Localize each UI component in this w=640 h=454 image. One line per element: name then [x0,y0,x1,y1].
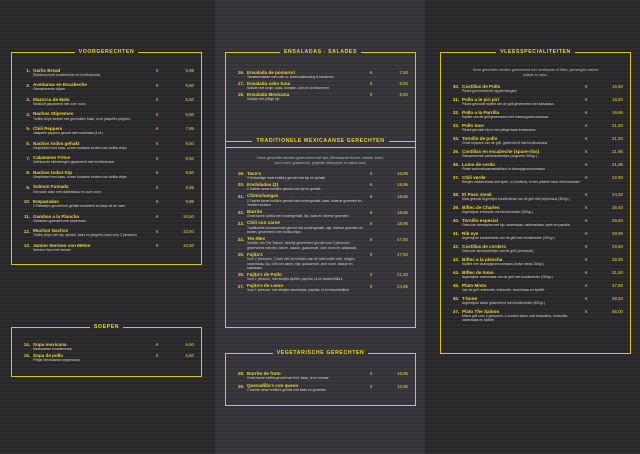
menu-item [445,149,626,162]
item-price: 9,95 [185,184,194,190]
menu-item [445,270,626,283]
menu-item [230,210,411,221]
currency-symbol: € [585,283,588,289]
item-name: Calamares Fritos [33,155,71,161]
item-description: Pikant gemarineerde kippenvleugels [462,88,517,93]
item-description: 2 Zachte tarwe tortilla's gevuld met kip en gehakt [247,187,321,192]
item-number: 32. [452,110,459,115]
menu-item [16,229,197,244]
item-number: 18. [237,92,244,98]
menu-item [16,185,197,200]
menu-item [230,237,411,253]
item-price: 19,95 [612,110,623,115]
item-description: Tortilla chips met kip, spinazi, kaas en jalapeño saus voor 2 personen [33,233,138,238]
item-number: 36. [452,162,459,167]
traditionele-intro: Deze gerechten worden geserveerd met rijst, Mexicaanse bonen, salade, bruin, zure room, guacamole, gegrilde steinpeper en salsa saus. [257,156,384,165]
item-number: 13. [23,243,30,249]
menu-item [16,353,197,364]
item-name: Salmon Fumado [33,184,69,190]
currency-symbol: € [370,171,373,176]
currency-symbol: € [156,342,159,347]
item-description: Maïskolf gepaneerd met zure room [33,101,86,106]
item-price: 21,95 [612,162,623,167]
menu-item [445,136,626,149]
menu-item [230,81,411,92]
item-number: 43. [452,257,459,263]
currency-symbol: € [585,149,588,154]
item-name: Pollo taco [462,122,484,128]
currency-symbol: € [370,383,373,389]
item-price: 9,50 [185,141,194,146]
item-number: 25. [237,252,244,258]
item-number: 40. [452,218,459,224]
currency-symbol: € [585,175,588,180]
vlees-section [440,49,631,354]
item-description: Tomatensalade met rode ui, knoflookdressing & basilicum [247,74,334,79]
menu-item [445,283,626,296]
voorgerechten-title: VOORGERECHTEN [75,49,139,55]
item-description: Kipfilet van de grill geserveerd met champignonroomsaus [462,114,549,119]
item-name: Rib eye [462,230,479,236]
item-number: 15. [23,353,30,358]
item-description: Gerookte zalm met dobbelsaus en zure room [33,189,101,194]
item-description: Serrano ham met meloen [33,247,72,252]
item-price: 55,00 [612,309,623,315]
item-price: 47,50 [397,252,408,258]
item-number: 7. [26,155,30,161]
item-name: Chili con carne [247,220,280,226]
currency-symbol: € [370,371,373,376]
menu-item [445,218,626,231]
item-number: 24. [237,236,244,242]
voorgerechten-section [11,49,202,265]
vegetarische-title: VEGETARISCHE GERECHTEN [273,350,369,356]
item-description: Voor 1 persoon, met stukjes kipfilet, paprika, ui en tarwetortilla's [247,277,343,282]
item-description: Argentijnse ossenhaas van de grill met kruidenboter (250gr.) [462,274,553,279]
item-description: Traditionele bonenschotel gevuld met rundergehakt, rijst, diverse groenten en bonen, geserveerd met tortilla chips [247,225,364,235]
item-price: 8,50 [399,81,408,87]
currency-symbol: € [156,353,159,358]
menu-item [16,214,197,229]
item-price: 29,95 [612,257,623,263]
currency-symbol: € [585,192,588,198]
item-name: Aceitunas en Escabeche [33,82,87,88]
ensaladas-title: ENSALADAS - SALADES [280,49,361,55]
item-description: Gebakken garnalen met pepersaus [33,218,86,223]
item-name: Chimichangas [247,193,279,199]
item-number: 42. [452,244,459,250]
currency-symbol: € [370,236,373,242]
currency-symbol: € [370,193,373,199]
menu-item [16,199,197,214]
menu-item [445,257,626,270]
item-description: Gemarineerde varkensribbetjes (ongeveer 500gr.) [462,153,538,158]
item-description: Voor 2 personen, 2 kom zelf uw tortilla's aan de tafel vullen met: reepjes ossenhaas, kip, chili con carne, rijst, guacamole, zure room, salade en salsasaus [247,257,355,270]
item-number: 41. [452,231,459,237]
item-price: 6,50 [185,353,194,358]
item-name: Nachos todos gehakt [33,140,80,146]
currency-symbol: € [370,220,373,226]
item-description: Gefrituurde inktvisringen gepaneerd met knoflooksaus [33,160,115,165]
item-number: 1. [26,68,30,73]
item-description: Salade met tonijn, kaas, tomaten, uien en komkommer [247,85,329,90]
item-price: 26,50 [612,218,623,224]
item-name: Mazorca de Maïs [33,96,70,102]
menu-item [445,123,626,136]
item-price: 22,50 [612,175,623,180]
menu-item [230,92,411,103]
item-description: Argentijnse steak geserveerd met kruidenboter (500gr.) [462,300,545,305]
currency-symbol: € [156,126,159,132]
item-number: 12. [23,228,30,234]
item-name: Taco's [247,170,262,176]
item-name: Fajita's [247,251,263,257]
item-price: 31,50 [612,270,623,276]
menu-item [230,194,411,210]
menu-item [445,244,626,257]
item-description: Variatie van The Saloon, heerlijk geserveerd gevuld voor 2 personen, geserveerd met rijst, bonen, salade, guacamole, zure room en salsasaus [247,241,357,250]
menu-item [230,182,411,193]
item-number: 27. [237,283,244,289]
item-description: 2 Zachte tarwe tortilla's gevuld met rundergehakt, kaas, dinerue groenten en TexMex kruiden [247,198,362,208]
item-name: Fajita's de Lomo [247,283,284,289]
item-description: Kipfilet met champignonroomsaus (halve steak 250gr.) [462,261,544,266]
item-name: Chili Peppers [33,125,63,131]
soepen-title: SOEPEN [90,324,123,330]
menu-item [230,171,411,182]
item-description: Gekruide vleesspies met kip, ossenhaas, varkenshaas, spek en paprika [462,222,570,227]
currency-symbol: € [585,296,588,302]
item-price: 5,95 [185,68,194,73]
item-price: 26,50 [612,205,623,211]
currency-symbol: € [370,283,373,289]
item-name: Biftec de Charles [462,204,500,210]
item-description: Mexicaanse tomatensoep [33,346,72,351]
item-number: 22. [237,209,244,215]
menu-item [445,110,626,123]
item-price: 18,95 [397,193,408,199]
currency-symbol: € [370,182,373,188]
vlees-title: VLEESSPECIALITEITEN [496,49,575,55]
item-number: 30. [452,84,459,89]
item-description: Grote kipspies van de grill, geserveerd met knoflooksaus [462,140,548,145]
item-description: Voor 1 persoon, met stukjes ossenhaas, paprika, ui en tarwetortilla's [247,288,350,293]
menu-item [16,112,197,127]
item-number: 46. [452,296,459,302]
currency-symbol: € [156,141,159,146]
currency-symbol: € [156,82,159,88]
menu-item [230,384,411,397]
currency-symbol: € [585,218,588,224]
item-number: 47. [452,309,459,315]
item-price: 9,50 [185,170,194,176]
item-number: 33. [452,123,459,128]
item-price: 9,50 [185,155,194,161]
item-name: Fajita's de Pollo [247,271,282,277]
item-name: Muchos Nachos [33,228,69,234]
item-number: 23. [237,220,244,226]
item-number: 39. [452,205,459,211]
menu-item [16,342,197,353]
item-number: 21. [237,193,244,199]
item-name: Sopa mexicana [33,341,67,347]
currency-symbol: € [585,110,588,115]
item-name: T-bone [462,295,478,301]
currency-symbol: € [156,111,159,117]
currency-symbol: € [585,136,588,141]
currency-symbol: € [585,123,588,128]
menu-item [16,170,197,185]
item-name: Ensalada cabo tuna [247,80,291,86]
item-description: Gesplinterd met kaas, ui een krokante bodem van tortilla chips [33,145,127,150]
item-price: 7,50 [399,70,408,75]
currency-symbol: € [156,184,159,190]
item-name: Biftec a la plancha [462,256,503,262]
menu-item [445,296,626,309]
menu-item [16,156,197,171]
item-description: Gesplinterd met kaas, ui een krokante bodem van tortilla chips [33,174,127,179]
item-number: 11. [24,214,30,219]
item-price: 5,50 [185,82,194,88]
item-description: Mixed grill voor 2 personen, 4 soorten vlees, met lamsvlees, entrecôte, ossenhaas en kipfilet [462,313,569,323]
item-price: 16,50 [612,84,623,89]
item-number: 34. [452,136,459,141]
item-number: 10. [23,199,30,205]
item-description: 3 Krokantige mais tortilla's gevuld met kip en gehakt [247,175,326,180]
item-name: Tornillo de pollo [462,135,498,141]
item-number: 28. [237,371,244,376]
item-name: Ensalada Mexicana [247,91,290,97]
item-description: Argentijnse entrecôte met kruidenboter (300gr.) [462,209,534,214]
item-description: Van de grill: entrecôte, entrecôte, ossenhaas en kipfilet [462,287,545,292]
item-number: 17. [237,81,244,87]
item-name: Ensalada de pomarorí [247,69,295,75]
item-description: Stukjes varkenshaas met spek, ui, knoflook, in een pikante saus met koriander [462,179,580,184]
item-number: 38. [452,192,459,198]
currency-symbol: € [370,92,373,98]
item-number: 9. [26,184,30,190]
item-name: Pollo a la Parrilla [462,109,500,115]
item-description: Pikant gevulde kip in een pittige kaas-kreamsaus [462,127,536,132]
item-name: Enchiladas (2) [247,181,279,187]
item-name: Costillas en escabeche (spare-ribs) [462,148,540,154]
item-number: 37. [452,175,459,180]
item-price: 18,95 [397,182,408,188]
item-price: 18,95 [397,209,408,215]
item-description: Salade met pittige kip [247,97,280,102]
currency-symbol: € [156,170,159,176]
menu-item [445,175,626,192]
item-number: 6. [26,141,30,146]
item-name: Biftec de lomo [462,269,494,275]
item-number: 45. [452,283,459,289]
item-name: Sopa de pollo [33,352,64,358]
item-price: 24,95 [397,283,408,289]
item-number: 31. [452,97,459,102]
item-name: Costillas de Pollo [462,83,501,89]
currency-symbol: € [585,244,588,250]
currency-symbol: € [156,228,159,234]
item-number: 3. [26,97,30,103]
item-price: 9,95 [185,199,194,205]
item-name: Garlic Bread [33,67,61,73]
item-description: Gemarineerde olijven [33,87,66,92]
currency-symbol: € [585,97,588,102]
item-price: 21,50 [612,136,623,141]
item-name: Nachos todos Kip [33,169,73,175]
item-name: Gambas a la Plancha [33,213,79,219]
item-description: Platte varkenshaasmedaillons in champignonroomsaus [462,166,545,171]
item-number: 26. [237,272,244,278]
menu-item [445,309,626,326]
currency-symbol: € [585,257,588,263]
item-price: 18,50 [612,97,623,102]
item-name: Pollo a le piri piri [462,96,500,102]
menu-item [445,205,626,218]
item-price: 24,50 [612,192,623,198]
item-description: Pikant gekruide kipfilet van de grill geserveerd met salsasaus [462,101,554,106]
item-number: 4. [26,111,30,117]
item-name: Tornillo especial [462,217,498,223]
currency-symbol: € [156,214,159,219]
menu-item [445,97,626,110]
menu-item [230,221,411,237]
item-name: Plato Mixto [462,282,487,288]
item-name: Lomo de cerdo [462,161,495,167]
currency-symbol: € [585,270,588,276]
currency-symbol: € [156,97,159,103]
traditionele-title: TRADITIONELE MEXICAANSE GERECHTEN [252,138,388,144]
item-number: 16. [237,70,244,75]
item-price: 18,95 [397,171,408,176]
menu-item [445,231,626,244]
item-price: 47,50 [397,236,408,242]
item-price: 16,95 [397,383,408,389]
item-number: 20. [237,182,244,188]
vegetarische-section [225,350,416,406]
item-name: Tex-Mex [247,236,266,242]
item-price: 21,50 [397,272,408,278]
menu-item [16,68,197,83]
item-price: 10,50 [183,228,194,234]
item-price: 8,50 [399,92,408,98]
item-price: 21,95 [612,149,623,154]
currency-symbol: € [585,162,588,167]
item-price: 10,50 [183,214,194,219]
menu-item [16,141,197,156]
item-number: 35. [452,149,459,154]
menu-item [230,70,411,81]
item-name: Burrito [247,209,263,214]
vlees-intro: Deze gerechten worden geserveerd met centrepots of frites, gemengde warme salade en saus. [472,68,599,77]
item-price: 16,95 [397,371,408,376]
item-number: 8. [26,170,30,176]
currency-symbol: € [156,199,159,205]
menu-item [445,162,626,175]
currency-symbol: € [156,243,159,249]
item-number: 19. [237,171,244,176]
traditionele-section [225,138,416,328]
currency-symbol: € [370,81,373,87]
item-description: Gekruide lamskoteletjes van de grill (ommasch) [462,248,534,253]
currency-symbol: € [370,70,373,75]
item-name: Nachos Stipremos [33,111,74,117]
item-number: 44. [452,270,459,276]
item-price: 7,95 [185,126,194,132]
menu-item [445,192,626,205]
item-price: 37,50 [612,283,623,289]
menu-item [230,371,411,384]
item-description: Jalapeño peppers gevuld met roomkaas (4 st.) [33,131,103,136]
menu-item [230,284,411,295]
item-name: Chili verde [462,174,486,180]
item-description: Mals gekruid Argentijns kundersteak van de grill met pepersaus (300gr.) [462,196,570,201]
item-description: Grote tarwe tortilla met rundergehakt, kip, kaas en diverse groenten [247,214,349,219]
item-number: 2. [26,82,30,88]
currency-symbol: € [370,209,373,215]
menu-item [445,84,626,97]
item-price: 38,50 [612,296,623,302]
item-name: Burrito de fruto [247,370,281,376]
soepen-section [11,324,202,377]
item-name: Quesadilla's con queso [247,383,299,388]
item-description: 2 zachte tarwe tortilla's gevuld met kaas en groenten [247,388,327,393]
item-number: 14. [23,342,30,347]
item-description: Pittige Mexicaanse kippensoep [33,357,80,362]
item-price: 5,50 [185,97,194,103]
currency-symbol: € [585,309,588,315]
currency-symbol: € [156,68,159,73]
item-name: Empanadas [33,198,59,204]
currency-symbol: € [370,252,373,258]
currency-symbol: € [156,155,159,161]
item-price: 6,50 [185,111,194,117]
item-description: Stokbrood met kruidenboter en knoflooksaus [33,72,101,77]
menu-item [16,97,197,112]
menu-item [230,272,411,283]
item-price: 6,50 [185,342,194,347]
item-price: 28,95 [612,231,623,237]
item-description: Tortilla chips bedekt met gesmolten kaas, ui en jalapeño peppers [33,116,131,121]
item-description: 2 Pasteitjes gevuld met gehakt rundvlees en kaas uit de oven [33,204,126,209]
item-number: 5. [26,126,30,132]
item-price: 18,95 [397,220,408,226]
currency-symbol: € [585,84,588,89]
currency-symbol: € [370,272,373,278]
menu-item [16,243,197,258]
item-description: Argentijnse kundersteak van de grill met kruidenboter (300gr.) [462,235,555,240]
menu-item [230,252,411,272]
currency-symbol: € [585,205,588,211]
item-name: Jamon Serrano con Melon [33,242,91,248]
item-name: Costillas de cordero [462,243,507,249]
item-description: Grote tarwe tortilla gevuld met fruit, kaas, ui en tomaat [247,375,329,380]
item-price: 21,50 [612,123,623,128]
ensaladas-section [225,49,416,148]
menu-item [16,126,197,141]
item-price: 29,50 [612,244,623,250]
currency-symbol: € [585,231,588,237]
item-name: Plato The Saloon [462,308,500,314]
item-price: 10,50 [183,243,194,249]
menu-item [16,83,197,98]
item-name: El Paso steak [462,191,492,197]
item-number: 29. [237,383,244,389]
